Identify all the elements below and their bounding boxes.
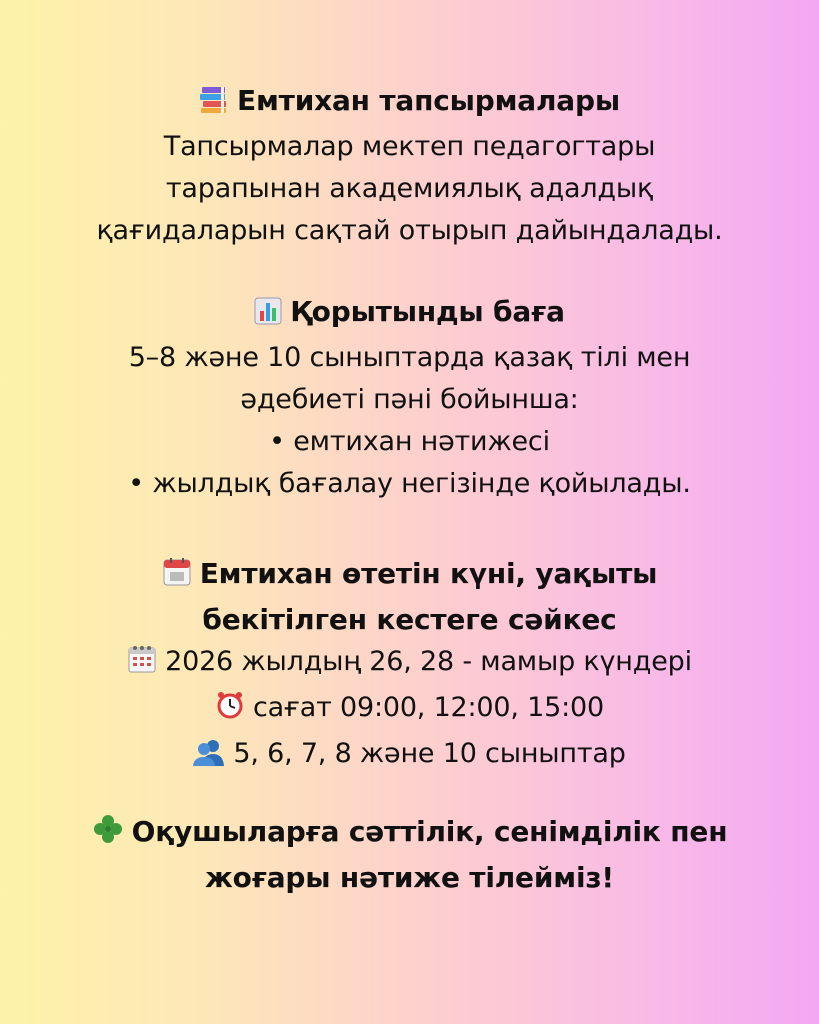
wishes-line-1 bbox=[0, 811, 819, 857]
schedule-times-text: сағат 09:00, 12:00, 15:00 bbox=[253, 692, 604, 723]
final-grade-heading bbox=[0, 291, 819, 337]
schedule-dates-text: 2026 жылдың 26, 28 - мамыр күндері bbox=[165, 646, 692, 677]
section-wishes bbox=[0, 811, 819, 899]
section-exam-tasks bbox=[0, 80, 819, 252]
people-icon bbox=[193, 737, 225, 779]
final-grade-title: Қорытынды баға bbox=[290, 295, 565, 328]
books-icon bbox=[199, 84, 229, 126]
final-grade-line-3: • емтихан нәтижесі bbox=[269, 426, 550, 457]
alarm-clock-icon bbox=[215, 690, 245, 733]
schedule-times bbox=[0, 687, 819, 733]
exam-tasks-line-2: тарапынан академиялық адалдық bbox=[165, 173, 654, 204]
schedule-title-1: Емтихан өтетін күні, уақыты bbox=[199, 557, 658, 590]
final-grade-line-1: 5–8 және 10 сыныптарда қазақ тілі мен bbox=[128, 342, 691, 373]
section-final-grade bbox=[0, 291, 819, 505]
schedule-classes bbox=[0, 733, 819, 779]
schedule-classes-text: 5, 6, 7, 8 және 10 сыныптар bbox=[233, 738, 626, 769]
clover-icon bbox=[92, 813, 124, 857]
exam-tasks-heading bbox=[0, 80, 819, 126]
final-grade-line-4: • жылдық бағалау негізінде қойылады. bbox=[128, 468, 691, 499]
bar-chart-icon bbox=[254, 295, 282, 337]
final-grade-line-2: әдебиеті пәні бойынша: bbox=[240, 384, 579, 415]
wishes-text-1: Оқушыларға сәттілік, сенімділік пен bbox=[131, 815, 728, 848]
spiral-calendar-icon bbox=[127, 644, 157, 687]
wishes-line-2: жоғары нәтиже тілейміз! bbox=[205, 861, 614, 894]
exam-tasks-line-3: қағидаларын сақтай отырып дайындалады. bbox=[96, 215, 723, 246]
exam-tasks-title: Емтихан тапсырмалары bbox=[237, 84, 620, 117]
section-exam-schedule bbox=[0, 553, 819, 779]
schedule-dates bbox=[0, 641, 819, 687]
calendar-icon bbox=[162, 557, 192, 599]
schedule-heading-line-1 bbox=[0, 553, 819, 599]
schedule-heading-line-2: бекітілген кестеге сәйкес bbox=[202, 603, 617, 636]
exam-tasks-line-1: Тапсырмалар мектеп педагогтары bbox=[163, 131, 656, 162]
